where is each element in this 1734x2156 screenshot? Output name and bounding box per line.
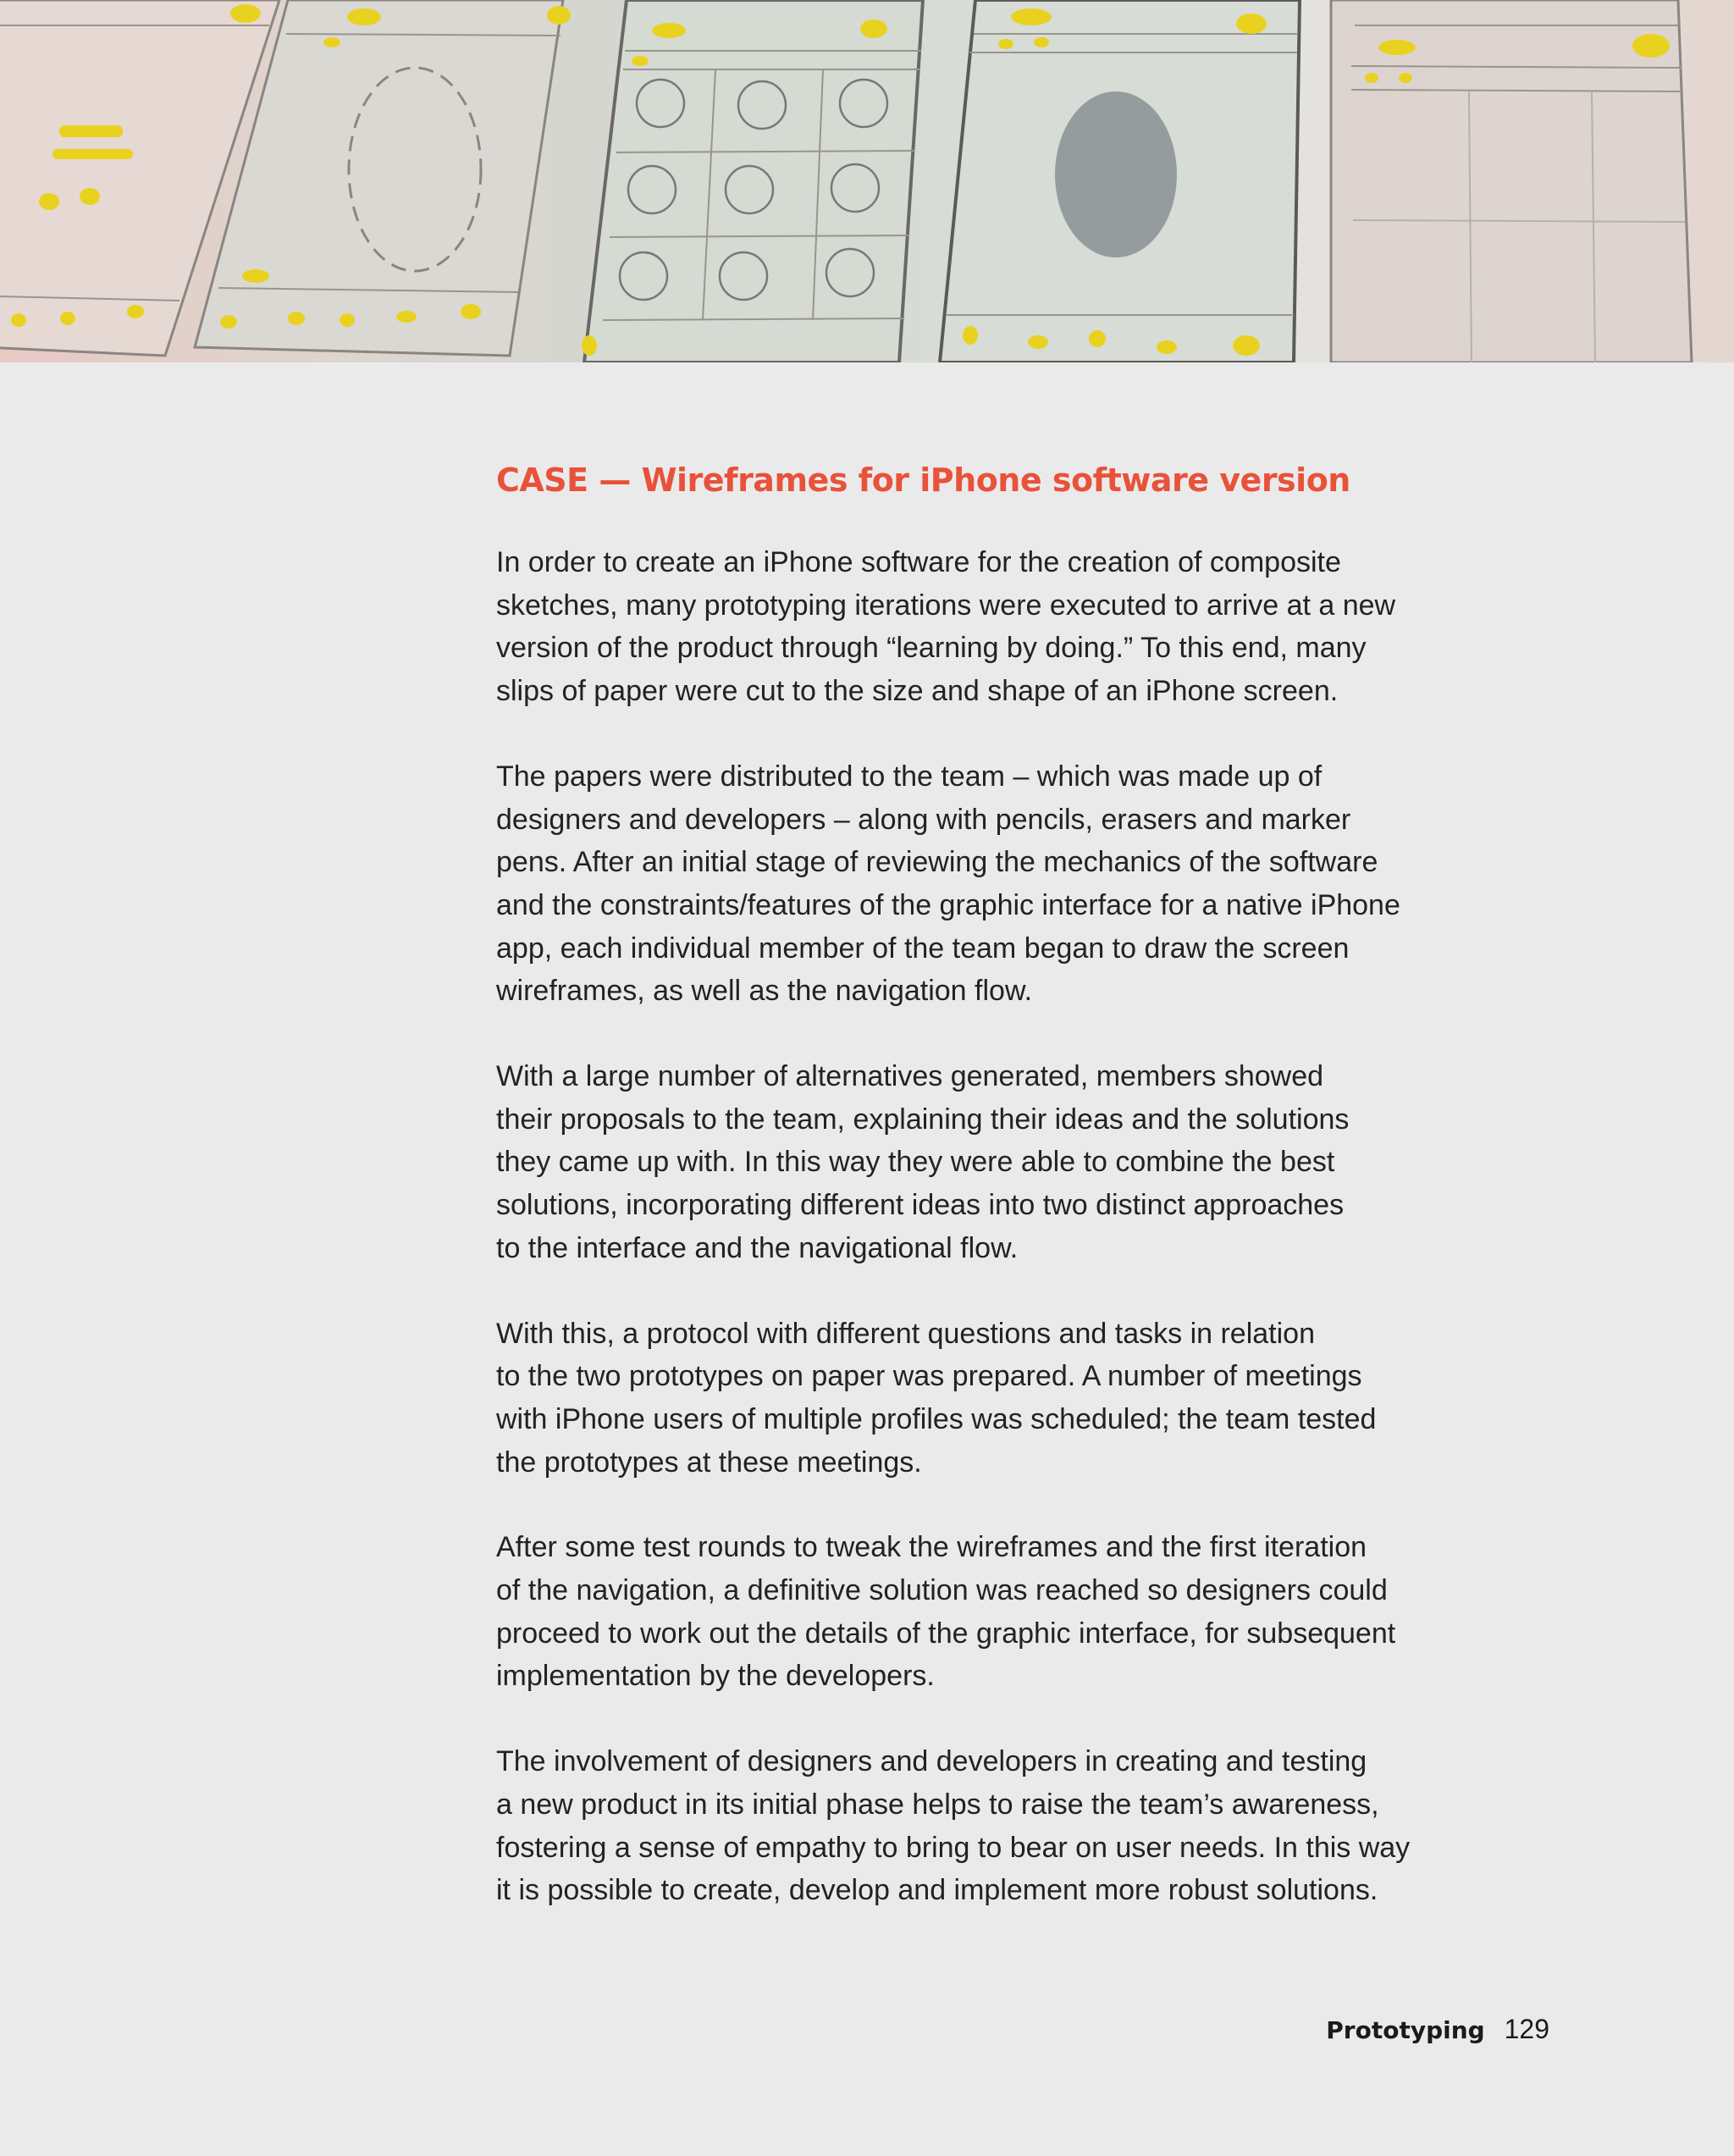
case-title: CASE — Wireframes for iPhone software version (496, 462, 1350, 499)
body-paragraph: The involvement of designers and developers in creating and testing a new product in its initial phase helps to raise the team’s awareness, fostering a sense of empathy to bring to bear on user needs. In this way it is possible to create, develop and implement more robust solutions. (496, 1745, 1411, 1907)
paper-sheet (1331, 0, 1692, 362)
body-paragraph: After some test rounds to tweak the wireframes and the first iteration of the navigation, a definitive solution was reached so designers could proceed to work out the details of the graphic interface, for subsequent implementation by the developers. (496, 1531, 1396, 1693)
paper-wireframe-photo (0, 0, 1734, 362)
paper-sheet (582, 0, 923, 362)
paper-sheet (940, 0, 1300, 362)
page-footer (1326, 2014, 1549, 2045)
page-number: 129 (1504, 2014, 1549, 2044)
body-paragraph: The papers were distributed to the team – which was made up of designers and developers – along with pencils, erasers and marker pens. After an initial stage of reviewing the mechanics of the software and the constraints/features of the graphic interface for a native iPhone app, each individual member of the team began to draw the screen wireframes, as well as the navigation flow. (496, 760, 1400, 1008)
body-paragraph: In order to create an iPhone software for the creation of composite sketches, many prototyping iterations were executed to arrive at a new version of the product through “learning by doing.” To this end, many slips of paper were cut to the size and shape of an iPhone screen. (496, 546, 1396, 708)
body-paragraph: With this, a protocol with different questions and tasks in relation to the two prototypes on paper was prepared. A number of meetings with iPhone users of multiple profiles was scheduled; the team tested the prototypes at these meetings. (496, 1317, 1377, 1479)
case-study-section (496, 453, 1495, 1954)
body-paragraph: With a large number of alternatives generated, members showed their proposals to the team, explaining their ideas and the solutions they came up with. In this way they were able to combine the best solutions, incorporating different ideas into two distinct approaches to the interface and the navigational flow. (496, 1060, 1350, 1264)
footer-section-name: Prototyping (1326, 2016, 1485, 2044)
